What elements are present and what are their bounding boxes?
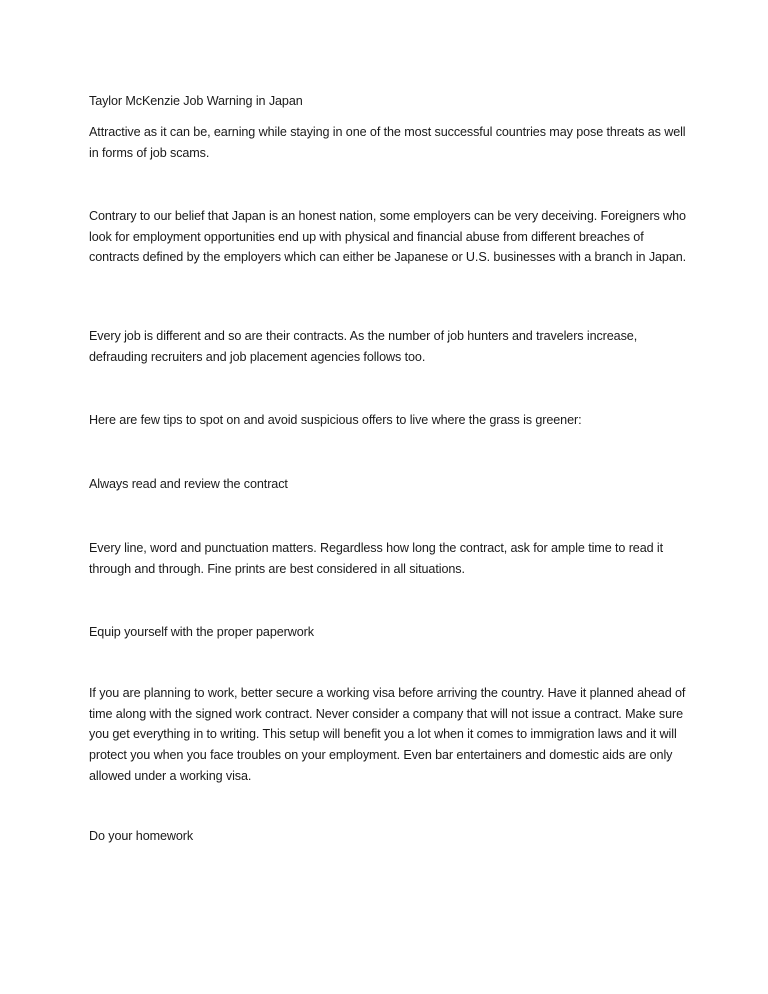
paragraph-every-line: Every line, word and punctuation matters. Regardless how long the contract, ask for ample time to read it through and through. Fine prints are best considered in all situations. [89,541,664,576]
heading-read-contract: Always read and review the contract [89,477,288,491]
paragraph-working-visa: If you are planning to work, better secure a working visa before arriving the country. Have it planned ahead of time along with the signed work contract. Never consider a company that will not issue a contract. Make sure you get everything in to writing. This setup will benefit you a lot when it comes to immigration laws and it will protect you when you face troubles on your employment. Even bar entertainers and domestic aids are only allowed under a working visa. [89,686,686,783]
paragraph-every-job: Every job is different and so are their contracts. As the number of job hunters and travelers increase, defrauding recruiters and job placement agencies follows too. [89,329,638,364]
paragraph-contrary: Contrary to our belief that Japan is an honest nation, some employers can be very deceiving. Foreigners who look for employment opportunities end up with physical and financial abuse from different breaches of contracts defined by the employers which can either be Japanese or U.S. businesses with a branch in Japan. [89,209,687,265]
paragraph-intro: Attractive as it can be, earning while staying in one of the most successful countries may pose threats as well in forms of job scams. [89,125,686,160]
heading-paperwork: Equip yourself with the proper paperwork [89,625,314,639]
heading-homework: Do your homework [89,829,194,843]
paragraph-tips-intro: Here are few tips to spot on and avoid suspicious offers to live where the grass is greener: [89,413,582,427]
document-title: Taylor McKenzie Job Warning in Japan [89,94,303,108]
